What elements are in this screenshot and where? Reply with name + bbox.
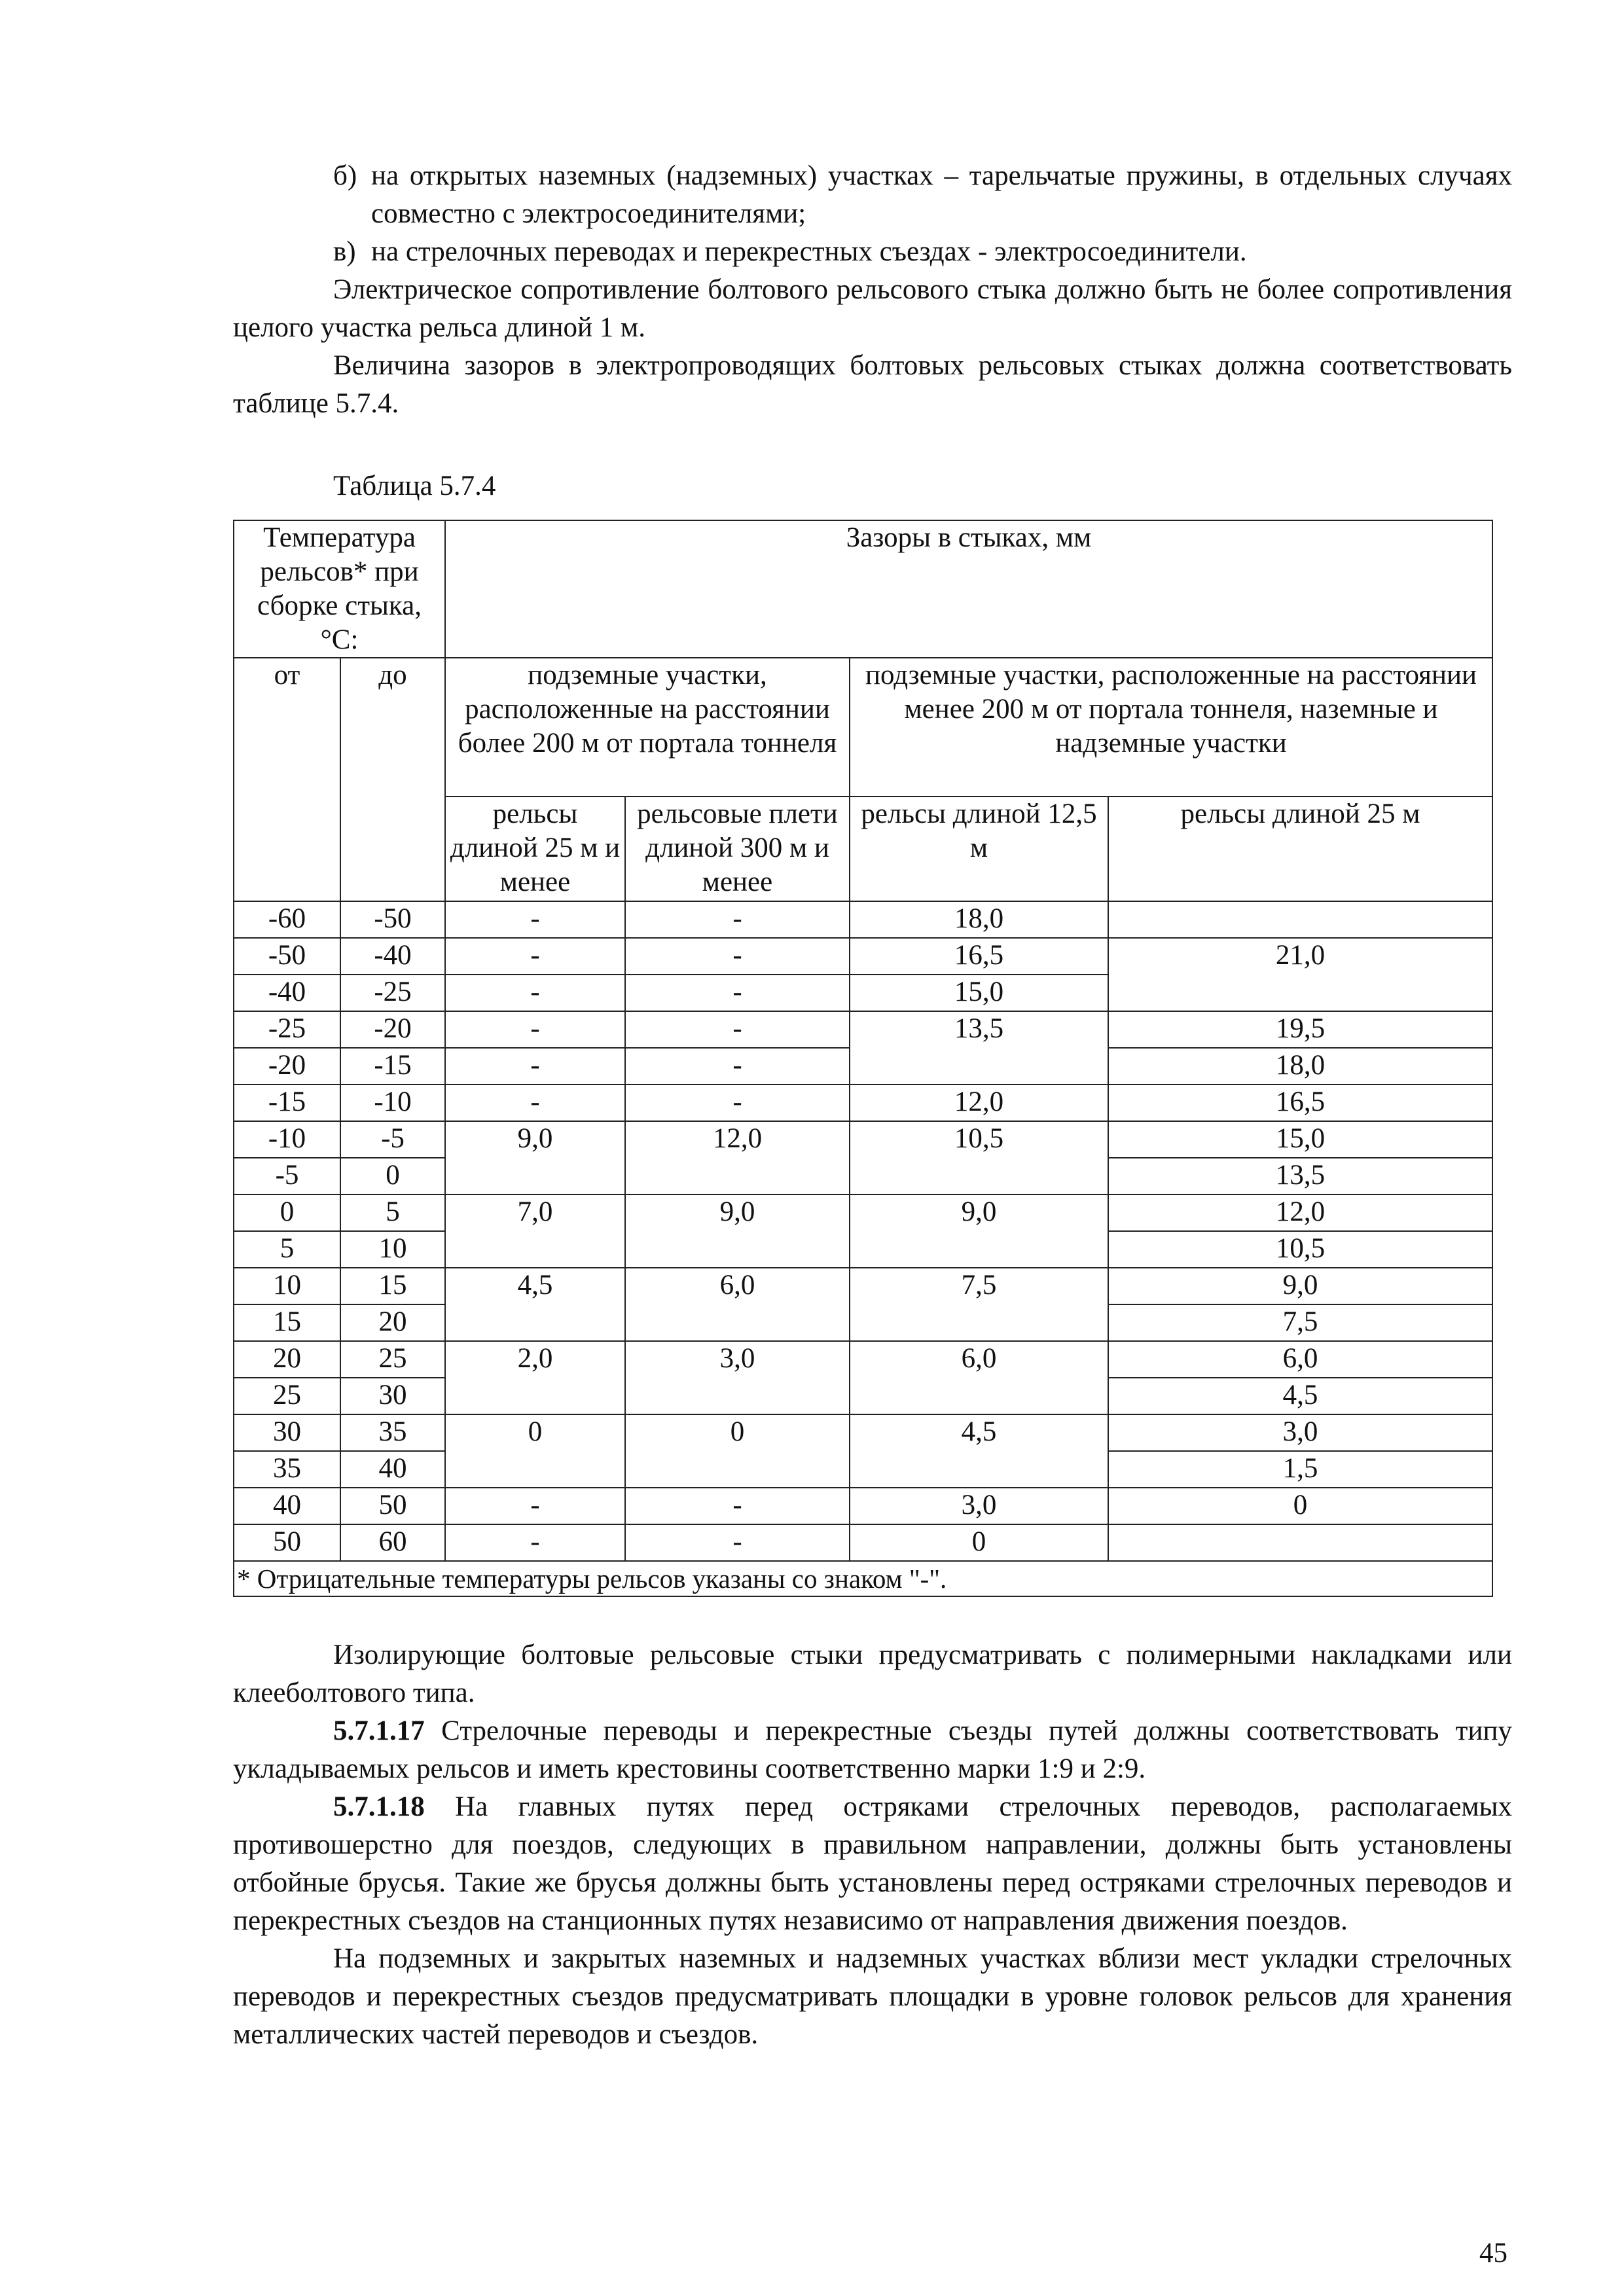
paragraph-platforms: На подземных и закрытых наземных и надземных участках вблизи мест укладки стрелочных переводов и перекрестных съездов предусматривать площадки в уровне головок рельсов для хранения металлических частей переводов и съездов. [233, 1943, 1512, 2050]
cell-from: 40 [234, 1488, 340, 1524]
cell-to: -20 [340, 1011, 445, 1048]
cell-gap: 16,5 [850, 938, 1108, 975]
cell-gap: 21,0 [1108, 938, 1492, 1011]
header-gaps: Зазоры в стыках, мм [445, 520, 1492, 658]
table-row [234, 1121, 1492, 1158]
cell-to: -25 [340, 975, 445, 1011]
cell-gap: - [625, 938, 850, 975]
list-marker: в) [333, 236, 356, 267]
header-group-near: подземные участки, расположенные на расстоянии менее 200 м от портала тоннеля, наземные и надземные участки [850, 658, 1492, 797]
cell-to: -15 [340, 1048, 445, 1085]
cell-gap: - [445, 938, 625, 975]
cell-from: -40 [234, 975, 340, 1011]
section-text: Стрелочные переводы и перекрестные съезды путей должны соответствовать типу укладываемых рельсов и иметь крестовины соответственно марки 1:9 и 2:9. [233, 1715, 1512, 1784]
table-row [234, 1341, 1492, 1378]
cell-to: 60 [340, 1524, 445, 1561]
cell-gap: 7,5 [850, 1268, 1108, 1341]
section-5-7-1-17 [233, 1712, 1512, 1788]
header-group-far: подземные участки, расположенные на расстоянии более 200 м от портала тоннеля [445, 658, 850, 797]
table-row [234, 1194, 1492, 1231]
cell-gap: 4,5 [445, 1268, 625, 1341]
list-item-text: на стрелочных переводах и перекрестных съездах - электросоединители. [371, 236, 1247, 267]
cell-from: 50 [234, 1524, 340, 1561]
cell-gap: 4,5 [1108, 1378, 1492, 1414]
cell-gap: 13,5 [1108, 1158, 1492, 1194]
cell-from: -15 [234, 1085, 340, 1121]
table-row [234, 1085, 1492, 1121]
cell-gap: 1,5 [1108, 1451, 1492, 1488]
cell-gap: 16,5 [1108, 1085, 1492, 1121]
cell-gap: - [445, 1085, 625, 1121]
cell-gap: 10,5 [1108, 1231, 1492, 1268]
table-row [234, 938, 1492, 975]
cell-gap: 18,0 [1108, 1048, 1492, 1085]
cell-gap: 0 [1108, 1488, 1492, 1524]
cell-from: 5 [234, 1231, 340, 1268]
cell-gap: 4,5 [850, 1414, 1108, 1488]
cell-to: 15 [340, 1268, 445, 1304]
cell-gap: - [625, 975, 850, 1011]
closing-text [233, 1636, 1512, 2054]
cell-gap: 12,0 [625, 1121, 850, 1194]
cell-from: -60 [234, 901, 340, 938]
cell-gap: 6,0 [625, 1268, 850, 1341]
cell-gap: 18,0 [850, 901, 1108, 938]
list-item-v [233, 233, 1512, 271]
cell-gap: 9,0 [445, 1121, 625, 1194]
table-row [234, 1488, 1492, 1524]
cell-gap: 12,0 [1108, 1194, 1492, 1231]
cell-gap: 13,5 [850, 1011, 1108, 1085]
cell-gap: 6,0 [1108, 1341, 1492, 1378]
cell-gap: - [445, 901, 625, 938]
cell-gap: 0 [625, 1414, 850, 1488]
cell-gap: - [625, 901, 850, 938]
table-row [234, 1011, 1492, 1048]
cell-from: 0 [234, 1194, 340, 1231]
table-row [234, 1268, 1492, 1304]
cell-to: 10 [340, 1231, 445, 1268]
header-from: от [234, 658, 340, 901]
cell-from: 25 [234, 1378, 340, 1414]
cell-to: 20 [340, 1304, 445, 1341]
cell-gap: 0 [850, 1524, 1108, 1561]
section-number: 5.7.1.18 [333, 1791, 425, 1822]
cell-gap: 0 [445, 1414, 625, 1488]
subheader-welded-300: рельсовые плети длиной 300 м и менее [625, 797, 850, 901]
cell-from: 30 [234, 1414, 340, 1451]
cell-gap: 3,0 [1108, 1414, 1492, 1451]
cell-gap [1108, 901, 1492, 938]
cell-gap: - [445, 1011, 625, 1048]
cell-from: -25 [234, 1011, 340, 1048]
paragraph-resistance: Электрическое сопротивление болтового рельсового стыка должно быть не более сопротивления целого участка рельса длиной 1 м. [233, 274, 1512, 343]
table-footnote: * Отрицательные температуры рельсов указаны со знаком "-". [234, 1561, 1492, 1596]
cell-gap: - [625, 1011, 850, 1048]
cell-gap [1108, 1524, 1492, 1561]
cell-to: 50 [340, 1488, 445, 1524]
section-5-7-1-18 [233, 1788, 1512, 1940]
cell-to: 30 [340, 1378, 445, 1414]
subheader-rails-25m: рельсы длиной 25 м [1108, 797, 1492, 901]
header-to: до [340, 658, 445, 901]
table-caption: Таблица 5.7.4 [333, 471, 496, 501]
cell-gap: 2,0 [445, 1341, 625, 1414]
cell-to: -5 [340, 1121, 445, 1158]
cell-to: 0 [340, 1158, 445, 1194]
gaps-table [233, 520, 1493, 1597]
cell-from: -10 [234, 1121, 340, 1158]
cell-gap: - [625, 1085, 850, 1121]
cell-gap: 3,0 [625, 1341, 850, 1414]
cell-to: -50 [340, 901, 445, 938]
paragraph-gap-size: Величина зазоров в электропроводящих болтовых рельсовых стыках должна соответствовать таблице 5.7.4. [233, 350, 1512, 419]
cell-gap: - [445, 975, 625, 1011]
cell-gap: 15,0 [1108, 1121, 1492, 1158]
cell-gap: - [445, 1524, 625, 1561]
cell-to: 40 [340, 1451, 445, 1488]
cell-to: 5 [340, 1194, 445, 1231]
cell-gap: - [625, 1048, 850, 1085]
cell-gap: - [625, 1488, 850, 1524]
list-item-b [233, 157, 1512, 233]
subheader-rails-12-5: рельсы длиной 12,5 м [850, 797, 1108, 901]
table-row [234, 1414, 1492, 1451]
cell-gap: 12,0 [850, 1085, 1108, 1121]
subheader-rails-25: рельсы длиной 25 м и менее [445, 797, 625, 901]
table-row [234, 901, 1492, 938]
cell-gap: 9,0 [625, 1194, 850, 1268]
section-text: На главных путях перед остряками стрелочных переводов, располагаемых противошерстно для поездов, следующих в правильном направлении, должны быть установлены отбойные брусья. Такие же брусья должны быть установлены перед остряками стрелочных переводов и перекрестных съездов на станционных путях независимо от направления движения поездов. [233, 1791, 1513, 1936]
cell-gap: 9,0 [850, 1194, 1108, 1268]
cell-gap: - [445, 1048, 625, 1085]
page-number: 45 [1479, 2238, 1507, 2269]
list-marker: б) [333, 160, 357, 191]
cell-gap: - [625, 1524, 850, 1561]
cell-gap: 9,0 [1108, 1268, 1492, 1304]
intro-text [233, 157, 1512, 423]
cell-from: -5 [234, 1158, 340, 1194]
table-row [234, 1524, 1492, 1561]
cell-gap: 15,0 [850, 975, 1108, 1011]
cell-to: -40 [340, 938, 445, 975]
header-temperature: Температура рельсов* при сборке стыка, °С: [234, 520, 445, 658]
cell-gap: 7,0 [445, 1194, 625, 1268]
cell-from: 15 [234, 1304, 340, 1341]
cell-gap: 19,5 [1108, 1011, 1492, 1048]
cell-gap: - [445, 1488, 625, 1524]
cell-to: 35 [340, 1414, 445, 1451]
cell-from: -20 [234, 1048, 340, 1085]
paragraph-insulating-joints: Изолирующие болтовые рельсовые стыки предусматривать с полимерными накладками или клееболтового типа. [233, 1640, 1512, 1708]
cell-from: 20 [234, 1341, 340, 1378]
cell-gap: 7,5 [1108, 1304, 1492, 1341]
section-number: 5.7.1.17 [333, 1715, 425, 1746]
cell-gap: 3,0 [850, 1488, 1108, 1524]
cell-to: 25 [340, 1341, 445, 1378]
list-item-text: на открытых наземных (надземных) участках – тарельчатые пружины, в отдельных случаях совместно с электросоединителями; [371, 160, 1512, 229]
cell-to: -10 [340, 1085, 445, 1121]
cell-from: 10 [234, 1268, 340, 1304]
cell-from: -50 [234, 938, 340, 975]
cell-gap: 6,0 [850, 1341, 1108, 1414]
document-page [233, 157, 1512, 2054]
cell-from: 35 [234, 1451, 340, 1488]
cell-gap: 10,5 [850, 1121, 1108, 1194]
